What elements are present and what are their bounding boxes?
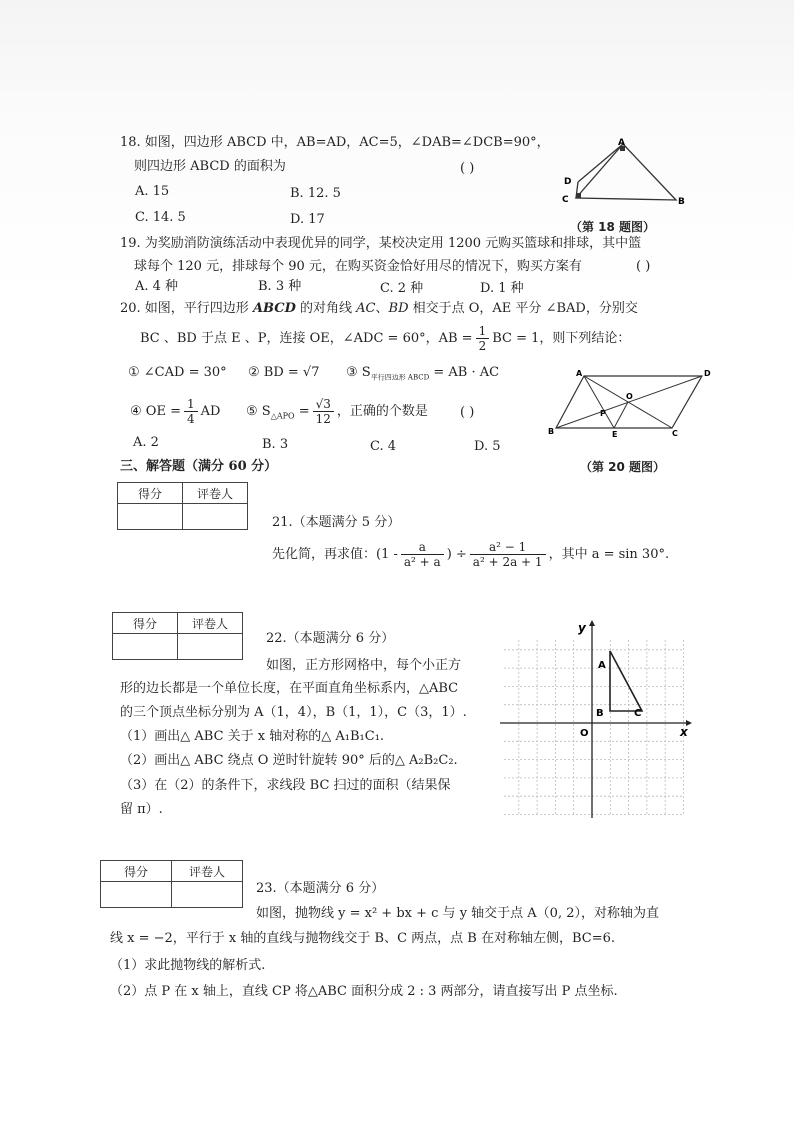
- q20-text-line1: [120, 300, 638, 318]
- q20-statement-2: ② BD = √7: [248, 365, 320, 380]
- q20-line1-abcd: ABCD: [252, 301, 296, 316]
- q22-text-line3: 的三个顶点坐标分别为 A（1，4），B（1，1），C（3，1）.: [120, 705, 467, 720]
- q20-s4-numerator: 1: [184, 397, 198, 412]
- q20-line1-ac: AC: [356, 301, 376, 316]
- q21-fraction-2: [470, 540, 546, 569]
- q20-s4-denominator: 4: [186, 412, 195, 426]
- q21-expression: [272, 540, 669, 569]
- q20-line2-rest: BC = 1，则下列结论：: [492, 331, 631, 346]
- q18-option-d: D. 17: [290, 212, 325, 227]
- q20-s3-pre: ③ S: [346, 365, 371, 380]
- q18-text-line2: 则四边形 ABCD 的面积为: [134, 159, 286, 174]
- q21-fraction-1-numerator: a: [401, 540, 444, 555]
- q20-label-b: B: [548, 427, 555, 436]
- q19-answer-paren: ( ): [636, 259, 651, 274]
- q20-option-c: C. 4: [370, 439, 397, 454]
- q21-score-cell[interactable]: [118, 504, 183, 530]
- q22-grader-cell[interactable]: [178, 634, 243, 660]
- q22-text-line6: （3）在（2）的条件下，求线段 BC 扫过的面积（结果保: [120, 778, 451, 793]
- q20-line1-bd: BD: [388, 301, 409, 316]
- q20-s4-fraction: [184, 397, 198, 426]
- q18-option-b: B. 12. 5: [290, 186, 341, 201]
- q20-half-denominator: 2: [478, 339, 487, 353]
- q18-figure: [556, 136, 686, 208]
- q23-header: 23.（本题满分 6 分）: [256, 881, 385, 896]
- q20-s4-rest: AD: [200, 404, 221, 419]
- q20-s3-sub: 平行四边形 ABCD: [370, 373, 430, 382]
- q18-label-b: B: [678, 197, 685, 207]
- q22-text-line5: （2）画出△ ABC 绕点 O 逆时针旋转 90° 后的△ A₂B₂C₂.: [120, 753, 458, 768]
- q20-option-a: A. 2: [133, 435, 159, 450]
- q20-statement-5: [246, 397, 428, 426]
- q18-label-a: A: [618, 138, 625, 148]
- q20-s5-rest: ，正确的个数是: [336, 404, 428, 419]
- q19-option-c: C. 2 种: [380, 281, 424, 296]
- q21-fraction-2-numerator: a² − 1: [470, 540, 546, 555]
- q20-s5-eq: =: [294, 404, 310, 419]
- q20-text-line2: [140, 324, 630, 353]
- q22-score-header: 得分: [113, 613, 178, 634]
- q23-grader-header: 评卷人: [172, 861, 243, 882]
- q20-line1-pre: 20. 如图，平行四边形: [120, 301, 253, 316]
- q20-label-e: E: [612, 430, 618, 439]
- q20-s4-pre: ④ OE =: [130, 404, 181, 419]
- q22-grader-header: 评卷人: [178, 613, 243, 634]
- q23-text-line3: （1）求此抛物线的解析式.: [110, 958, 266, 973]
- q20-s5-fraction: [313, 397, 334, 426]
- q23-text-line4: （2）点 P 在 x 轴上，直线 CP 将△ABC 面积分成 2 : 3 两部分，请直接写出 P 点坐标.: [110, 984, 618, 999]
- q20-option-d: D. 5: [474, 439, 501, 454]
- q22-label-b: B: [596, 708, 604, 719]
- q20-label-c: C: [672, 429, 678, 438]
- q22-x-axis-label: x: [680, 725, 688, 739]
- q23-grader-cell[interactable]: [172, 882, 243, 908]
- q22-origin-label: O: [580, 728, 589, 739]
- q20-statement-3: [346, 364, 499, 387]
- q20-s5-pre: ⑤ S: [246, 404, 271, 419]
- section-3-title: 三、解答题（满分 60 分）: [120, 459, 278, 474]
- q20-label-a: A: [576, 369, 583, 378]
- q23-score-cell[interactable]: [101, 882, 172, 908]
- q20-label-p: P: [600, 409, 606, 418]
- q20-label-d: D: [704, 369, 711, 378]
- q20-half-fraction: [476, 324, 490, 353]
- q22-text-line4: （1）画出△ ABC 关于 x 轴对称的△ A₁B₁C₁.: [120, 729, 385, 744]
- q18-option-c: C. 14. 5: [135, 210, 186, 225]
- q19-option-d: D. 1 种: [480, 281, 524, 296]
- q22-text-line7: 留 π）.: [120, 802, 163, 817]
- q20-caption: （第 20 题图）: [580, 460, 666, 474]
- q20-statement-1: ① ∠CAD = 30°: [128, 365, 227, 380]
- q21-divide: ) ÷: [446, 547, 467, 562]
- q18-label-c: C: [562, 195, 569, 205]
- q20-option-b: B. 3: [262, 437, 289, 452]
- q22-coordinate-grid: [500, 618, 700, 822]
- q22-score-table: [112, 612, 243, 660]
- q18-caption: （第 18 题图）: [570, 220, 656, 234]
- q21-fraction-1-denominator: a² + a: [403, 555, 441, 569]
- q20-s5-numerator: √3: [313, 397, 334, 412]
- q21-fraction-1: [401, 540, 444, 569]
- q20-s5-sub: △APO: [270, 411, 295, 421]
- q21-fraction-2-denominator: a² + 2a + 1: [472, 555, 543, 569]
- q19-text-line2: 球每个 120 元，排球每个 90 元，在购买资金恰好用尽的情况下，购买方案有: [134, 259, 582, 274]
- q23-score-header: 得分: [101, 861, 172, 882]
- q23-score-table: [100, 860, 243, 908]
- q19-text-line1: 19. 为奖励消防演练活动中表现优异的同学，某校决定用 1200 元购买篮球和排球，其中篮: [120, 236, 642, 251]
- q18-label-d: D: [564, 177, 572, 187]
- q20-figure: [544, 364, 714, 442]
- q22-score-cell[interactable]: [113, 634, 178, 660]
- q18-answer-paren: ( ): [460, 161, 475, 176]
- q22-text-line1: 如图，正方形网格中，每个小正方: [266, 658, 462, 673]
- q20-line1-mid: 的对角线: [295, 301, 357, 316]
- q20-s5-denominator: 12: [315, 412, 331, 426]
- q22-label-a: A: [598, 660, 606, 671]
- q20-answer-paren: ( ): [460, 405, 475, 420]
- q22-label-c: C: [634, 708, 642, 719]
- q21-text-pre: 先化简，再求值：(1 -: [272, 547, 398, 562]
- q20-s3-rest: = AB · AC: [429, 365, 500, 380]
- q22-header: 22.（本题满分 6 分）: [266, 631, 395, 646]
- q23-text-line1: 如图，抛物线 y = x² + bx + c 与 y 轴交于点 A（0, 2），对称轴为直: [256, 906, 659, 921]
- q20-label-o: O: [626, 392, 633, 401]
- q21-text-rest: ，其中 a = sin 30°.: [548, 547, 670, 562]
- q21-grader-header: 评卷人: [183, 483, 248, 504]
- q20-line1-sep: 、: [375, 301, 389, 316]
- q20-statement-4: [130, 397, 220, 426]
- q21-header: 21.（本题满分 5 分）: [272, 515, 401, 530]
- q19-option-a: A. 4 种: [135, 279, 179, 294]
- q18-option-a: A. 15: [135, 184, 170, 199]
- q21-grader-cell[interactable]: [183, 504, 248, 530]
- q20-half-numerator: 1: [476, 324, 490, 339]
- q18-text-line1: 18. 如图，四边形 ABCD 中，AB=AD，AC=5，∠DAB=∠DCB=90°，: [120, 135, 550, 150]
- q21-score-table: [117, 482, 248, 530]
- q21-score-header: 得分: [118, 483, 183, 504]
- q19-option-b: B. 3 种: [258, 279, 302, 294]
- q20-line2-pre: BC 、BD 于点 E 、P，连接 OE，∠ADC = 60°，AB =: [140, 331, 473, 346]
- q20-line1-rest: 相交于点 O，AE 平分 ∠BAD，分别交: [408, 301, 638, 316]
- q22-text-line2: 形的边长都是一个单位长度，在平面直角坐标系内，△ABC: [120, 681, 459, 696]
- q23-text-line2: 线 x = −2，平行于 x 轴的直线与抛物线交于 B、C 两点，点 B 在对称轴左侧，BC=6.: [110, 931, 616, 946]
- q22-y-axis-label: y: [578, 621, 586, 635]
